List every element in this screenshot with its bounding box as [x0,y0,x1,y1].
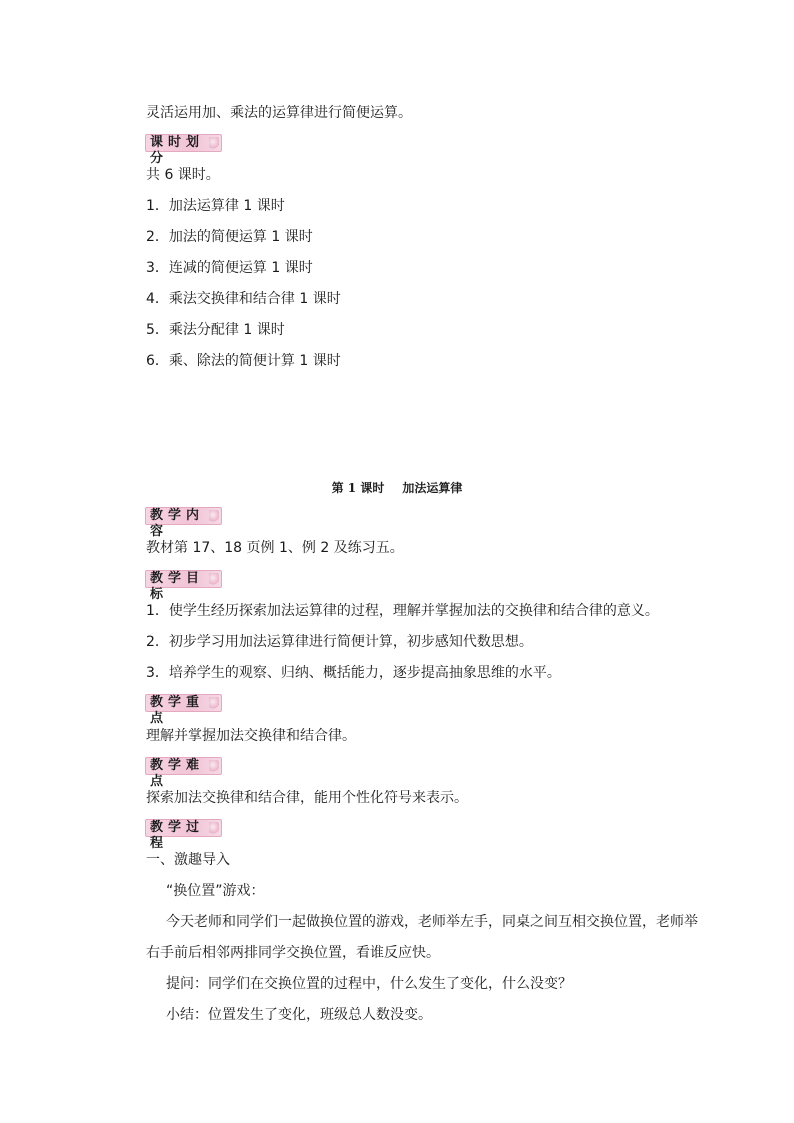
schedule-item: 3．连减的简便运算 1 课时 [146,260,313,276]
schedule-item: 5．乘法分配律 1 课时 [146,322,285,338]
schedule-item: 2．加法的简便运算 1 课时 [146,229,313,245]
process-paragraph-line2: 右手前后相邻两排同学交换位置，看谁反应快。 [146,945,440,961]
goal-item: 2．初步学习用加法运算律进行简便计算，初步感知代数思想。 [146,634,533,650]
goal-item: 3．培养学生的观察、归纳、概括能力，逐步提高抽象思维的水平。 [146,665,561,681]
lesson-difficulty: 探索加法交换律和结合律，能用个性化符号来表示。 [146,790,468,806]
badge-schedule: 课时划分 [145,134,222,152]
process-paragraph-line1: 今天老师和同学们一起做换位置的游戏，老师举左手，同桌之间互相交换位置，老师举 [166,914,698,930]
badge-content: 教学内容 [145,507,222,525]
intro-line: 灵活运用加、乘法的运算律进行简便运算。 [146,105,412,121]
game-title: “换位置”游戏： [166,883,265,899]
schedule-summary: 共 6 课时。 [146,167,220,183]
lesson-content: 教材第 17、18 页例 1、例 2 及练习五。 [146,540,404,556]
badge-key: 教学重点 [145,694,222,712]
lesson-title [0,479,794,497]
badge-goals: 教学目标 [145,570,222,588]
process-heading: 一、激趣导入 [146,852,230,868]
goal-item: 1．使学生经历探索加法运算律的过程，理解并掌握加法的交换律和结合律的意义。 [146,603,659,619]
badge-difficulty: 教学难点 [145,757,222,775]
process-summary: 小结：位置发生了变化，班级总人数没变。 [166,1007,432,1023]
lesson-name: 加法运算律 [402,481,463,495]
schedule-item: 4．乘法交换律和结合律 1 课时 [146,291,341,307]
badge-process: 教学过程 [145,819,222,837]
schedule-item: 6．乘、除法的简便计算 1 课时 [146,353,341,369]
lesson-key: 理解并掌握加法交换律和结合律。 [146,728,356,744]
process-question: 提问：同学们在交换位置的过程中，什么发生了变化，什么没变？ [166,976,572,992]
lesson-number: 第 1 课时 [331,481,385,495]
schedule-item: 1．加法运算律 1 课时 [146,198,285,214]
